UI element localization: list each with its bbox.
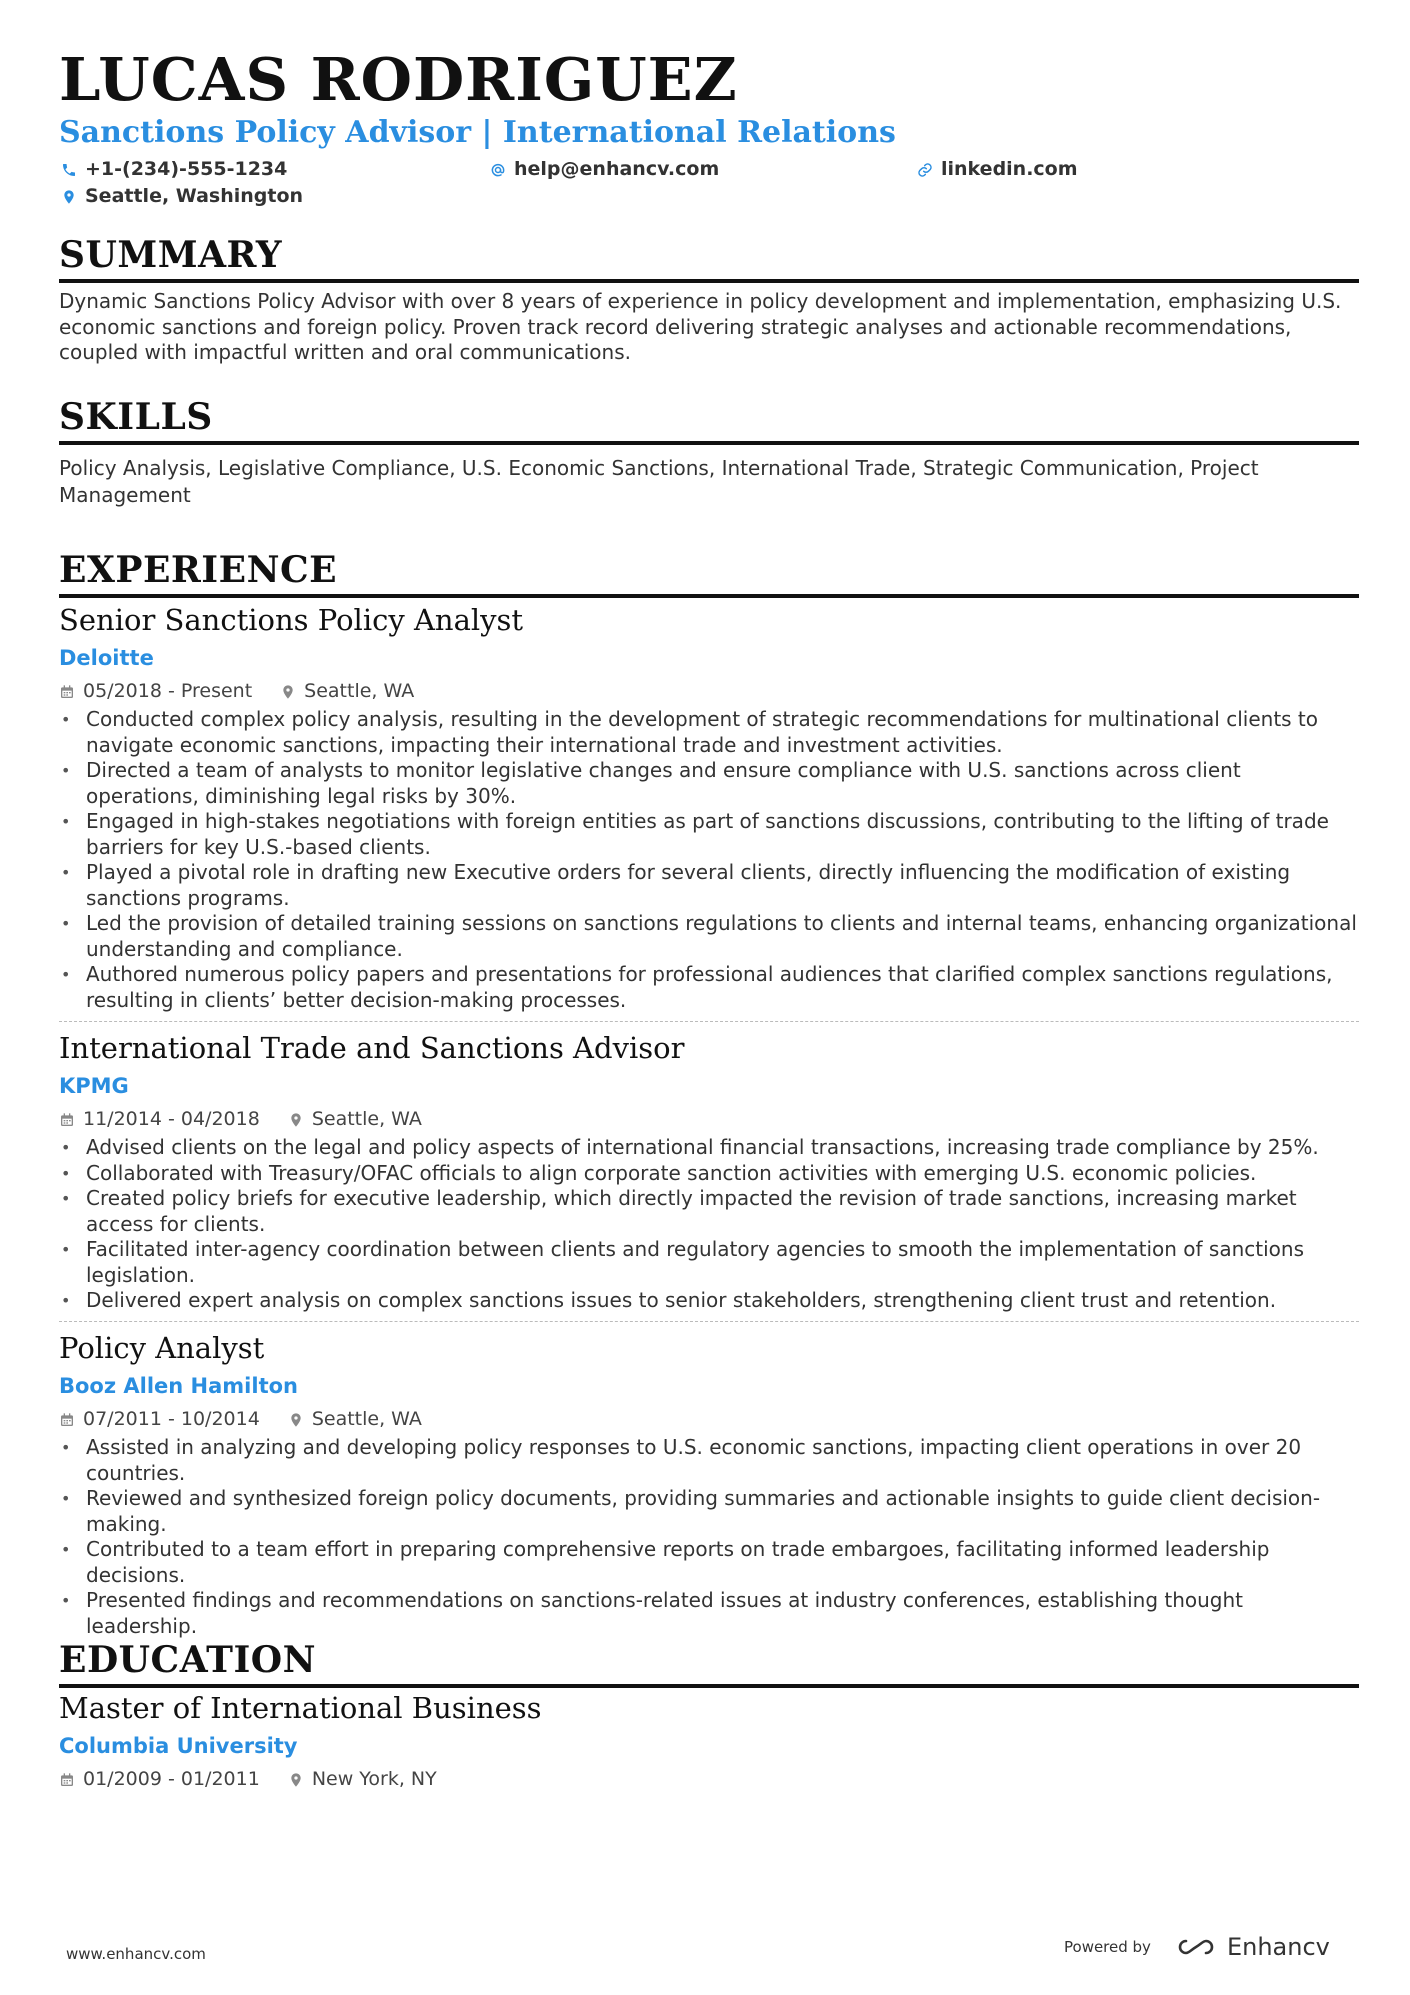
education-dates-text: 01/2009 - 01/2011	[83, 1768, 260, 1790]
education-degree: Master of International Business	[59, 1691, 542, 1725]
education-dates	[59, 1770, 260, 1789]
job-bullet: • Contributed to a team effort in preparing comprehensive reports on trade embargoes, facilitating informed leadership decisions.	[59, 1537, 1359, 1588]
education-meta	[59, 1770, 465, 1789]
job-dates	[59, 682, 252, 701]
phone-icon	[61, 162, 77, 178]
job-dates-text: 05/2018 - Present	[83, 680, 253, 702]
location-pin-icon	[288, 1112, 304, 1128]
job-bullets	[59, 707, 1359, 1013]
education-location-text: New York, NY	[311, 1768, 437, 1790]
link-icon	[917, 162, 933, 178]
contact-email[interactable]	[490, 160, 719, 179]
job-bullet: • Facilitated inter-agency coordination between clients and regulatory agencies to smooth the implementation of sanctions legislation.	[59, 1237, 1359, 1288]
powered-by-text: Powered by	[1064, 1938, 1151, 1956]
job-bullet: • Presented findings and recommendations on sanctions-related issues at industry conferences, establishing thought leadership.	[59, 1588, 1359, 1639]
job-location	[288, 1110, 422, 1129]
job-bullet: • Played a pivotal role in drafting new Executive orders for several clients, directly influencing the modification of existing sanctions programs.	[59, 860, 1359, 911]
job-divider	[59, 1321, 1359, 1322]
location-text: Seattle, Washington	[85, 185, 304, 207]
job-dates	[59, 1110, 260, 1129]
job-bullet: • Assisted in analyzing and developing policy responses to U.S. economic sanctions, impacting client operations in over 20 countries.	[59, 1435, 1359, 1486]
calendar-icon	[59, 1112, 75, 1128]
job-bullet: • Authored numerous policy papers and presentations for professional audiences that clarified complex sanctions regulations, resulting in clients’ better decision-making processes.	[59, 962, 1359, 1013]
skills-heading: SKILLS	[59, 399, 1359, 445]
job-bullet: • Collaborated with Treasury/OFAC officials to align corporate sanction activities with emerging U.S. economic policies.	[59, 1161, 1359, 1187]
email-text: help@enhancv.com	[514, 158, 720, 180]
education-heading: EDUCATION	[59, 1642, 1359, 1688]
job-bullet: • Advised clients on the legal and policy aspects of international financial transactions, increasing trade compliance by 25%.	[59, 1135, 1359, 1161]
job-divider	[59, 1021, 1359, 1022]
summary-text: Dynamic Sanctions Policy Advisor with over 8 years of experience in policy development and implementation, emphasizing U.S. economic sanctions and foreign policy. Proven track record delivering strategic analyses and actionable recommendations, coupled with impactful written and oral communications.	[59, 289, 1342, 364]
job-location	[288, 1410, 422, 1429]
footer-website[interactable]: www.enhancv.com	[66, 1945, 206, 1963]
job-location-text: Seattle, WA	[304, 680, 415, 702]
job-company: Booz Allen Hamilton	[59, 1374, 298, 1398]
job-bullets	[59, 1135, 1359, 1314]
contact-linkedin[interactable]	[917, 160, 1078, 179]
calendar-icon	[59, 1412, 75, 1428]
job-bullet: • Led the provision of detailed training sessions on sanctions regulations to clients and internal teams, enhancing organizational understanding and compliance.	[59, 911, 1359, 962]
job-location-text: Seattle, WA	[311, 1108, 422, 1130]
location-pin-icon	[288, 1412, 304, 1428]
job-bullets	[59, 1435, 1359, 1639]
location-pin-icon	[61, 189, 77, 205]
linkedin-text: linkedin.com	[941, 158, 1078, 180]
enhancv-brand-text: Enhancv	[1226, 1933, 1330, 1961]
enhancv-logo[interactable]	[1173, 1933, 1330, 1961]
job-meta	[59, 682, 442, 701]
education-school: Columbia University	[59, 1734, 298, 1758]
summary-heading: SUMMARY	[59, 237, 1359, 283]
job-role: Policy Analyst	[59, 1331, 265, 1365]
experience-heading: EXPERIENCE	[59, 552, 1359, 598]
job-bullet: • Delivered expert analysis on complex sanctions issues to senior stakeholders, strengthening client trust and retention.	[59, 1288, 1359, 1314]
job-bullet: • Reviewed and synthesized foreign policy documents, providing summaries and actionable insights to guide client decision-making.	[59, 1486, 1359, 1537]
contact-phone[interactable]	[61, 160, 287, 179]
candidate-name: LUCAS RODRIGUEZ	[59, 45, 738, 114]
calendar-icon	[59, 684, 75, 700]
location-pin-icon	[280, 684, 296, 700]
job-bullet: • Conducted complex policy analysis, resulting in the development of strategic recommendations for multinational clients to navigate economic sanctions, impacting their international trade and investment activities.	[59, 707, 1359, 758]
candidate-title: Sanctions Policy Advisor | International Relations	[59, 115, 896, 150]
job-meta	[59, 1110, 450, 1129]
calendar-icon	[59, 1772, 75, 1788]
job-dates-text: 11/2014 - 04/2018	[83, 1108, 260, 1130]
job-dates	[59, 1410, 260, 1429]
skills-text: Policy Analysis, Legislative Compliance, U.S. Economic Sanctions, International Trade, Strategic Communication, Project Management	[59, 456, 1259, 507]
job-dates-text: 07/2011 - 10/2014	[83, 1408, 260, 1430]
enhancv-logo-icon	[1173, 1935, 1219, 1959]
job-meta	[59, 1410, 450, 1429]
job-location	[280, 682, 414, 701]
job-company: KPMG	[59, 1074, 129, 1098]
phone-text: +1-(234)-555-1234	[85, 158, 288, 180]
job-bullet: • Engaged in high-stakes negotiations with foreign entities as part of sanctions discussions, contributing to the lifting of trade barriers for key U.S.-based clients.	[59, 809, 1359, 860]
job-bullet: • Directed a team of analysts to monitor legislative changes and ensure compliance with U.S. sanctions across client operations, diminishing legal risks by 30%.	[59, 758, 1359, 809]
job-bullet: • Created policy briefs for executive leadership, which directly impacted the revision of trade sanctions, increasing market access for clients.	[59, 1186, 1359, 1237]
location-pin-icon	[288, 1772, 304, 1788]
at-icon	[490, 162, 506, 178]
job-role: Senior Sanctions Policy Analyst	[59, 603, 524, 637]
job-company: Deloitte	[59, 646, 154, 670]
job-role: International Trade and Sanctions Advisor	[59, 1031, 685, 1065]
contact-location	[61, 187, 303, 206]
footer-branding	[1064, 1933, 1330, 1961]
job-location-text: Seattle, WA	[311, 1408, 422, 1430]
education-location	[288, 1770, 437, 1789]
